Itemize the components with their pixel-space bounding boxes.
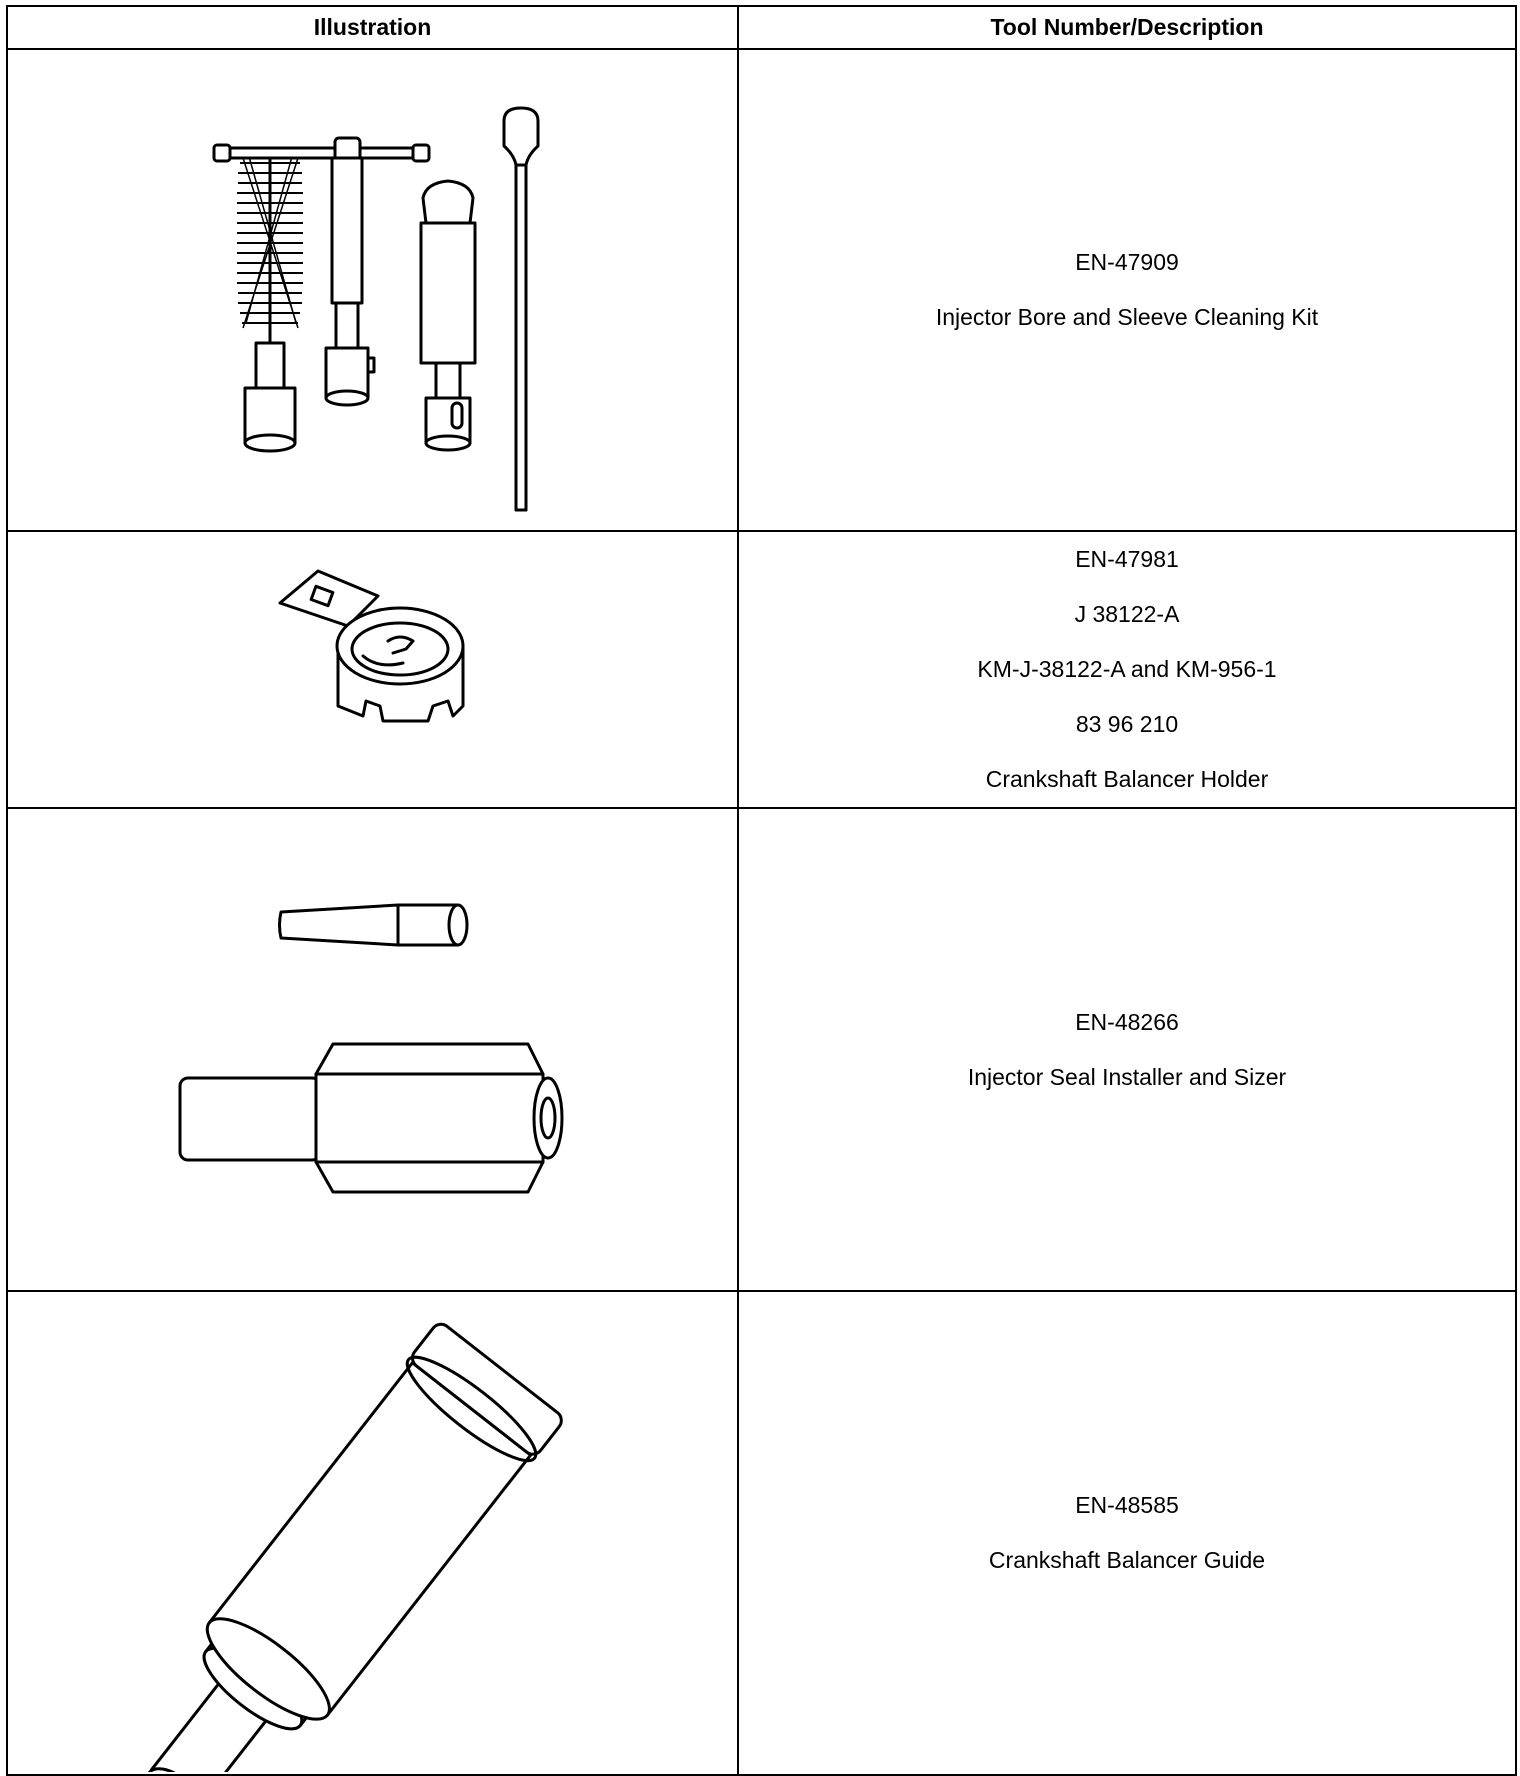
illustration-cell (7, 531, 738, 808)
tool-table (6, 5, 1517, 1776)
tool-alt-number: KM-J-38122-A and KM-956-1 (977, 656, 1277, 682)
header-illustration: Illustration (7, 6, 738, 49)
balancer-guide-illustration (8, 1295, 739, 1772)
tool-description: Injector Bore and Sleeve Cleaning Kit (935, 304, 1319, 330)
tool-alt-number: J 38122-A (1074, 601, 1180, 627)
tool-number: EN-47981 (1075, 546, 1179, 572)
table-row (7, 49, 1516, 531)
description-cell (738, 1291, 1516, 1775)
description-cell (738, 808, 1516, 1291)
tool-description: Crankshaft Balancer Guide (988, 1547, 1266, 1573)
seal-installer-illustration (8, 812, 739, 1288)
description-cell (738, 531, 1516, 808)
illustration-cell (7, 49, 738, 531)
injector-cleaning-kit-illustration (8, 53, 739, 528)
balancer-holder-illustration (8, 541, 739, 799)
table-row (7, 808, 1516, 1291)
table-row (7, 1291, 1516, 1775)
header-tool-description: Tool Number/Description (738, 6, 1516, 49)
header-row (7, 6, 1516, 49)
table-row (7, 531, 1516, 808)
tool-alt-number: 83 96 210 (1075, 711, 1179, 737)
illustration-cell (7, 808, 738, 1291)
tool-number: EN-48266 (1075, 1008, 1179, 1035)
tool-number: EN-47909 (1075, 249, 1179, 275)
tool-number: EN-48585 (1075, 1492, 1179, 1518)
tool-description: Crankshaft Balancer Holder (985, 766, 1269, 792)
tool-description: Injector Seal Installer and Sizer (967, 1063, 1287, 1090)
illustration-cell (7, 1291, 738, 1775)
description-cell (738, 49, 1516, 531)
